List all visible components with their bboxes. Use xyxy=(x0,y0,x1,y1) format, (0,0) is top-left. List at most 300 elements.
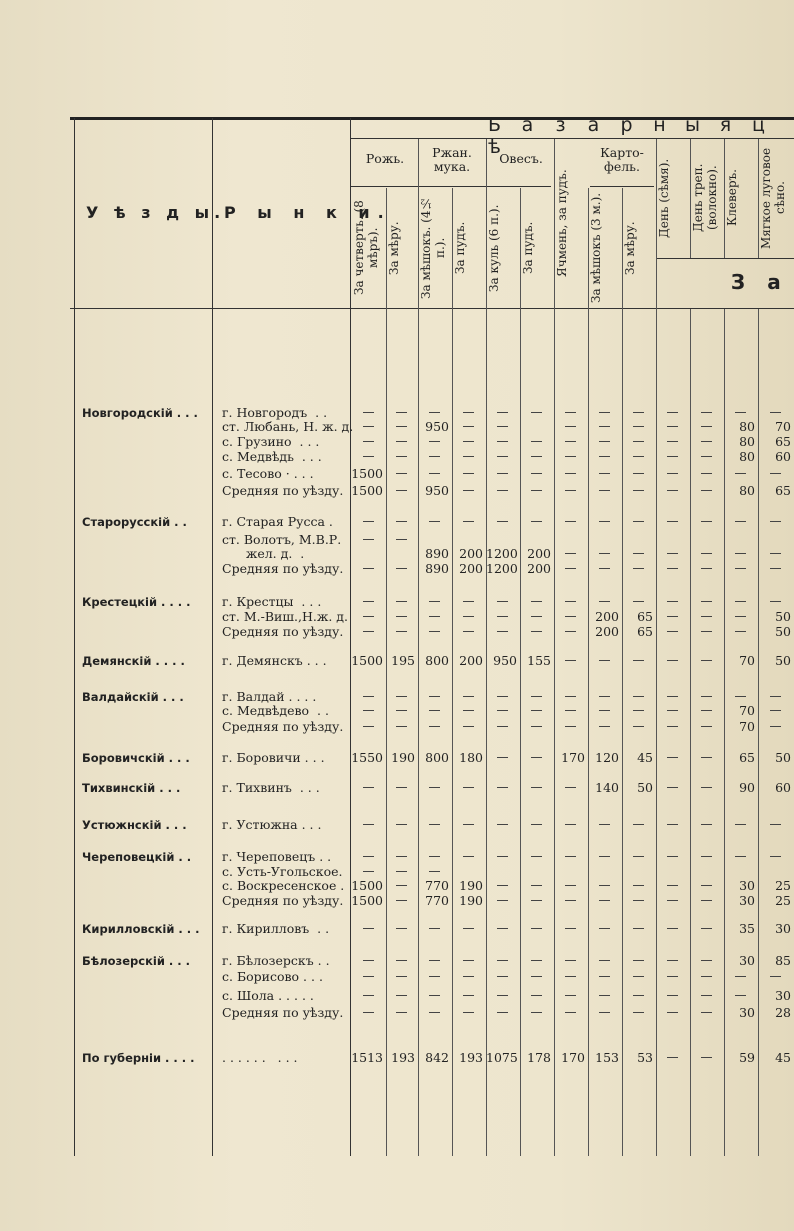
empty-cell-dash xyxy=(363,710,374,711)
empty-cell-dash xyxy=(667,616,678,617)
empty-cell-dash xyxy=(463,521,474,522)
empty-cell-dash xyxy=(463,995,474,996)
empty-cell-dash xyxy=(701,426,712,427)
bazar-letter: р xyxy=(620,114,633,136)
empty-cell-dash xyxy=(770,726,781,727)
za-overline xyxy=(656,258,794,259)
empty-cell-dash xyxy=(396,856,407,857)
uezd-name: Бѣлозерскій . . . xyxy=(82,954,191,968)
cell-value: 90 xyxy=(739,780,755,795)
empty-cell-dash xyxy=(599,885,610,886)
empty-cell-dash xyxy=(633,824,644,825)
empty-cell-dash xyxy=(363,441,374,442)
uezd-name: По губерніи . . . . xyxy=(82,1051,195,1065)
empty-cell-dash xyxy=(363,995,374,996)
column-divider xyxy=(656,139,657,1156)
empty-cell-dash xyxy=(497,473,508,474)
cell-value: 30 xyxy=(775,921,791,936)
empty-cell-dash xyxy=(363,521,374,522)
empty-cell-dash xyxy=(701,631,712,632)
empty-cell-dash xyxy=(363,426,374,427)
empty-cell-dash xyxy=(565,900,576,901)
cell-value: 53 xyxy=(637,1050,653,1065)
empty-cell-dash xyxy=(633,856,644,857)
cell-value: 45 xyxy=(637,750,653,765)
group-underline-2 xyxy=(590,186,654,187)
empty-cell-dash xyxy=(363,787,374,788)
empty-cell-dash xyxy=(463,960,474,961)
cell-value: 950 xyxy=(425,419,449,434)
empty-cell-dash xyxy=(667,631,678,632)
market-name: г. Старая Русса . xyxy=(222,514,333,529)
cell-value: 60 xyxy=(775,449,791,464)
empty-cell-dash xyxy=(633,900,644,901)
empty-cell-dash xyxy=(429,616,440,617)
market-name: с. Медвѣдево . . xyxy=(222,703,329,718)
empty-cell-dash xyxy=(701,995,712,996)
empty-cell-dash xyxy=(667,710,678,711)
market-name: г. Кирилловъ . . xyxy=(222,921,330,936)
empty-cell-dash xyxy=(599,426,610,427)
empty-cell-dash xyxy=(396,521,407,522)
cell-value: 25 xyxy=(775,878,791,893)
empty-cell-dash xyxy=(363,616,374,617)
left-border xyxy=(74,118,75,1156)
cell-value: 70 xyxy=(775,419,791,434)
empty-cell-dash xyxy=(497,928,508,929)
cell-value: 193 xyxy=(459,1050,483,1065)
cell-value: 890 xyxy=(425,561,449,576)
cell-value: 1500 xyxy=(351,466,383,481)
market-name: . . . . . . . . . xyxy=(222,1050,298,1065)
empty-cell-dash xyxy=(363,856,374,857)
market-name: г. Крестцы . . . xyxy=(222,594,322,609)
empty-cell-dash xyxy=(599,568,610,569)
bazar-letter: ц xyxy=(752,114,765,136)
empty-cell-dash xyxy=(363,456,374,457)
cell-value: 155 xyxy=(527,653,551,668)
bazar-letter: н xyxy=(653,114,666,136)
empty-cell-dash xyxy=(667,521,678,522)
empty-cell-dash xyxy=(396,710,407,711)
empty-cell-dash xyxy=(531,1012,542,1013)
empty-cell-dash xyxy=(770,856,781,857)
empty-cell-dash xyxy=(429,631,440,632)
empty-cell-dash xyxy=(363,568,374,569)
empty-cell-dash xyxy=(565,787,576,788)
empty-cell-dash xyxy=(770,521,781,522)
empty-cell-dash xyxy=(735,601,746,602)
empty-cell-dash xyxy=(667,960,678,961)
empty-cell-dash xyxy=(633,960,644,961)
column-header: За мѣшокъ. (4½ п.). xyxy=(419,196,447,300)
empty-cell-dash xyxy=(531,995,542,996)
empty-cell-dash xyxy=(497,521,508,522)
market-name: с. Медвѣдь . . . xyxy=(222,449,322,464)
cell-value: 65 xyxy=(637,609,653,624)
cell-value: 25 xyxy=(775,893,791,908)
market-name: г. Устюжна . . . xyxy=(222,817,322,832)
empty-cell-dash xyxy=(429,787,440,788)
empty-cell-dash xyxy=(667,824,678,825)
empty-cell-dash xyxy=(667,885,678,886)
cell-value: 30 xyxy=(775,988,791,1003)
empty-cell-dash xyxy=(667,856,678,857)
empty-cell-dash xyxy=(531,976,542,977)
market-name: г. Демянскъ . . . xyxy=(222,653,327,668)
empty-cell-dash xyxy=(429,412,440,413)
empty-cell-dash xyxy=(463,710,474,711)
cell-value: 190 xyxy=(391,750,415,765)
empty-cell-dash xyxy=(633,412,644,413)
empty-cell-dash xyxy=(429,473,440,474)
empty-cell-dash xyxy=(531,696,542,697)
cell-value: 80 xyxy=(739,434,755,449)
cell-value: 70 xyxy=(739,703,755,718)
empty-cell-dash xyxy=(770,553,781,554)
column-divider xyxy=(452,188,453,1156)
empty-cell-dash xyxy=(633,601,644,602)
empty-cell-dash xyxy=(565,568,576,569)
empty-cell-dash xyxy=(701,660,712,661)
market-name: с. Грузино . . . xyxy=(222,434,320,449)
empty-cell-dash xyxy=(735,976,746,977)
empty-cell-dash xyxy=(735,696,746,697)
cell-value: 1200 xyxy=(486,561,518,576)
empty-cell-dash xyxy=(497,726,508,727)
column-header: За пудъ. xyxy=(521,221,535,275)
empty-cell-dash xyxy=(497,601,508,602)
cell-value: 50 xyxy=(637,780,653,795)
market-name: Средняя по уѣзду. xyxy=(222,624,344,639)
cell-value: 30 xyxy=(739,893,755,908)
uezd-name: Крестецкій . . . . xyxy=(82,595,191,609)
cell-value: 1513 xyxy=(351,1050,383,1065)
empty-cell-dash xyxy=(396,426,407,427)
empty-cell-dash xyxy=(463,631,474,632)
empty-cell-dash xyxy=(531,885,542,886)
empty-cell-dash xyxy=(701,960,712,961)
empty-cell-dash xyxy=(599,824,610,825)
empty-cell-dash xyxy=(429,824,440,825)
empty-cell-dash xyxy=(463,473,474,474)
column-divider xyxy=(588,188,589,1156)
empty-cell-dash xyxy=(701,616,712,617)
empty-cell-dash xyxy=(497,976,508,977)
empty-cell-dash xyxy=(565,521,576,522)
cell-value: 200 xyxy=(595,624,619,639)
empty-cell-dash xyxy=(531,710,542,711)
empty-cell-dash xyxy=(363,871,374,872)
empty-cell-dash xyxy=(429,995,440,996)
cell-value: 178 xyxy=(527,1050,551,1065)
empty-cell-dash xyxy=(599,553,610,554)
empty-cell-dash xyxy=(429,726,440,727)
cell-value: 1500 xyxy=(351,483,383,498)
empty-cell-dash xyxy=(429,710,440,711)
empty-cell-dash xyxy=(463,696,474,697)
uezd-name: Кирилловскій . . . xyxy=(82,922,200,936)
cell-value: 193 xyxy=(391,1050,415,1065)
empty-cell-dash xyxy=(633,1012,644,1013)
empty-cell-dash xyxy=(770,568,781,569)
column-header: За четверть. (8 мѣръ). xyxy=(352,200,380,296)
empty-cell-dash xyxy=(463,1012,474,1013)
empty-cell-dash xyxy=(396,490,407,491)
cell-value: 28 xyxy=(775,1005,791,1020)
cell-value: 70 xyxy=(739,653,755,668)
empty-cell-dash xyxy=(497,710,508,711)
column-header: За мѣру. xyxy=(623,221,637,275)
empty-cell-dash xyxy=(565,726,576,727)
cell-value: 200 xyxy=(459,561,483,576)
cell-value: 140 xyxy=(595,780,619,795)
empty-cell-dash xyxy=(429,696,440,697)
cell-value: 60 xyxy=(775,780,791,795)
empty-cell-dash xyxy=(497,456,508,457)
cell-value: 200 xyxy=(459,546,483,561)
empty-cell-dash xyxy=(667,456,678,457)
cell-value: 80 xyxy=(739,483,755,498)
empty-cell-dash xyxy=(497,856,508,857)
cell-value: 890 xyxy=(425,546,449,561)
cell-value: 180 xyxy=(459,750,483,765)
column-header: День треп. (волокно). xyxy=(691,163,719,233)
market-name: ст. Волотъ, М.В.Р. xyxy=(222,532,342,547)
cell-value: 1075 xyxy=(486,1050,518,1065)
empty-cell-dash xyxy=(463,412,474,413)
empty-cell-dash xyxy=(599,660,610,661)
uezd-name: Старорусскій . . xyxy=(82,515,187,529)
empty-cell-dash xyxy=(599,490,610,491)
cell-value: 50 xyxy=(775,750,791,765)
empty-cell-dash xyxy=(667,568,678,569)
market-name: с. Воскресенское . xyxy=(222,878,345,893)
za-letter: З xyxy=(730,270,746,294)
empty-cell-dash xyxy=(735,521,746,522)
empty-cell-dash xyxy=(599,928,610,929)
cell-value: 65 xyxy=(637,624,653,639)
empty-cell-dash xyxy=(565,928,576,929)
empty-cell-dash xyxy=(363,824,374,825)
market-name: с. Борисово . . . xyxy=(222,969,323,984)
cell-value: 170 xyxy=(561,750,585,765)
empty-cell-dash xyxy=(396,900,407,901)
cell-value: 65 xyxy=(739,750,755,765)
empty-cell-dash xyxy=(735,473,746,474)
empty-cell-dash xyxy=(565,631,576,632)
empty-cell-dash xyxy=(429,928,440,929)
empty-cell-dash xyxy=(701,490,712,491)
empty-cell-dash xyxy=(701,824,712,825)
empty-cell-dash xyxy=(363,539,374,540)
bazar-letter: з xyxy=(555,114,566,136)
column-divider xyxy=(386,188,387,1156)
empty-cell-dash xyxy=(565,412,576,413)
bazar-letter: я xyxy=(719,114,732,136)
empty-cell-dash xyxy=(497,426,508,427)
cell-value: 1500 xyxy=(351,653,383,668)
empty-cell-dash xyxy=(531,616,542,617)
empty-cell-dash xyxy=(396,568,407,569)
empty-cell-dash xyxy=(363,412,374,413)
empty-cell-dash xyxy=(463,856,474,857)
empty-cell-dash xyxy=(565,856,576,857)
empty-cell-dash xyxy=(735,616,746,617)
empty-cell-dash xyxy=(396,473,407,474)
empty-cell-dash xyxy=(363,1012,374,1013)
empty-cell-dash xyxy=(396,824,407,825)
empty-cell-dash xyxy=(531,960,542,961)
empty-cell-dash xyxy=(429,871,440,872)
empty-cell-dash xyxy=(531,521,542,522)
empty-cell-dash xyxy=(396,696,407,697)
empty-cell-dash xyxy=(735,631,746,632)
empty-cell-dash xyxy=(667,473,678,474)
empty-cell-dash xyxy=(565,616,576,617)
empty-cell-dash xyxy=(531,824,542,825)
empty-cell-dash xyxy=(565,490,576,491)
empty-cell-dash xyxy=(497,757,508,758)
empty-cell-dash xyxy=(463,441,474,442)
empty-cell-dash xyxy=(429,521,440,522)
empty-cell-dash xyxy=(363,726,374,727)
column-divider xyxy=(520,188,521,1156)
header-uezdy: У ѣ з д ы. xyxy=(86,203,226,222)
cell-value: 153 xyxy=(595,1050,619,1065)
empty-cell-dash xyxy=(599,726,610,727)
column-header: Мягкое луговое сѣно. xyxy=(759,147,787,249)
empty-cell-dash xyxy=(770,824,781,825)
bazar-letter: Б xyxy=(487,114,502,136)
empty-cell-dash xyxy=(735,995,746,996)
empty-cell-dash xyxy=(701,885,712,886)
empty-cell-dash xyxy=(565,456,576,457)
empty-cell-dash xyxy=(429,441,440,442)
empty-cell-dash xyxy=(497,824,508,825)
cell-value: 195 xyxy=(391,653,415,668)
cell-value: 1550 xyxy=(351,750,383,765)
market-name: Средняя по уѣзду. xyxy=(222,719,344,734)
empty-cell-dash xyxy=(363,631,374,632)
empty-cell-dash xyxy=(531,601,542,602)
empty-cell-dash xyxy=(463,824,474,825)
empty-cell-dash xyxy=(770,976,781,977)
cell-value: 800 xyxy=(425,750,449,765)
empty-cell-dash xyxy=(565,660,576,661)
empty-cell-dash xyxy=(599,976,610,977)
empty-cell-dash xyxy=(497,787,508,788)
empty-cell-dash xyxy=(363,960,374,961)
empty-cell-dash xyxy=(396,631,407,632)
cell-value: 80 xyxy=(739,449,755,464)
empty-cell-dash xyxy=(396,539,407,540)
empty-cell-dash xyxy=(463,601,474,602)
column-header: За куль (6 п.). xyxy=(487,204,501,292)
group-rozh: Рожь. xyxy=(365,151,405,166)
market-name: Средняя по уѣзду. xyxy=(222,483,344,498)
market-name: г. Новгородъ . . xyxy=(222,405,328,420)
empty-cell-dash xyxy=(667,412,678,413)
empty-cell-dash xyxy=(497,885,508,886)
cell-value: 170 xyxy=(561,1050,585,1065)
empty-cell-dash xyxy=(667,928,678,929)
empty-cell-dash xyxy=(667,601,678,602)
market-name: ст. М.-Виш.,Н.ж. д. xyxy=(222,609,348,624)
empty-cell-dash xyxy=(497,696,508,697)
empty-cell-dash xyxy=(599,856,610,857)
empty-cell-dash xyxy=(429,856,440,857)
cell-value: 1500 xyxy=(351,878,383,893)
empty-cell-dash xyxy=(667,426,678,427)
empty-cell-dash xyxy=(565,426,576,427)
market-name: Средняя по уѣзду. xyxy=(222,1005,344,1020)
empty-cell-dash xyxy=(531,456,542,457)
empty-cell-dash xyxy=(667,441,678,442)
empty-cell-dash xyxy=(463,426,474,427)
empty-cell-dash xyxy=(701,928,712,929)
empty-cell-dash xyxy=(363,601,374,602)
empty-cell-dash xyxy=(531,490,542,491)
empty-cell-dash xyxy=(396,616,407,617)
empty-cell-dash xyxy=(565,601,576,602)
cell-value: 30 xyxy=(739,953,755,968)
cell-value: 200 xyxy=(595,609,619,624)
market-name: Средняя по уѣзду. xyxy=(222,561,344,576)
empty-cell-dash xyxy=(599,412,610,413)
cell-value: 950 xyxy=(425,483,449,498)
empty-cell-dash xyxy=(633,553,644,554)
empty-cell-dash xyxy=(396,456,407,457)
group-kartofel: Карто- фель. xyxy=(600,145,644,174)
column-header: За мѣшокъ (3 м.). xyxy=(589,192,603,304)
market-name: г. Бѣлозерскъ . . xyxy=(222,953,330,968)
empty-cell-dash xyxy=(701,553,712,554)
empty-cell-dash xyxy=(701,456,712,457)
empty-cell-dash xyxy=(633,726,644,727)
cell-value: 190 xyxy=(459,893,483,908)
empty-cell-dash xyxy=(531,928,542,929)
empty-cell-dash xyxy=(463,616,474,617)
empty-cell-dash xyxy=(565,824,576,825)
za-letter: а xyxy=(767,270,781,294)
empty-cell-dash xyxy=(565,960,576,961)
empty-cell-dash xyxy=(735,553,746,554)
empty-cell-dash xyxy=(667,757,678,758)
empty-cell-dash xyxy=(463,928,474,929)
empty-cell-dash xyxy=(531,412,542,413)
empty-cell-dash xyxy=(633,441,644,442)
empty-cell-dash xyxy=(701,521,712,522)
empty-cell-dash xyxy=(633,490,644,491)
cell-value: 65 xyxy=(775,434,791,449)
cell-value: 190 xyxy=(459,878,483,893)
empty-cell-dash xyxy=(667,1057,678,1058)
market-name: г. Тихвинъ . . . xyxy=(222,780,320,795)
market-name: г. Череповецъ . . xyxy=(222,849,332,864)
empty-cell-dash xyxy=(633,885,644,886)
empty-cell-dash xyxy=(667,1012,678,1013)
empty-cell-dash xyxy=(565,710,576,711)
bazar-letter: ѣ xyxy=(488,136,501,158)
cell-value: 59 xyxy=(739,1050,755,1065)
empty-cell-dash xyxy=(701,412,712,413)
empty-cell-dash xyxy=(497,631,508,632)
empty-cell-dash xyxy=(396,412,407,413)
cell-value: 200 xyxy=(527,546,551,561)
cell-value: 770 xyxy=(425,878,449,893)
empty-cell-dash xyxy=(735,568,746,569)
